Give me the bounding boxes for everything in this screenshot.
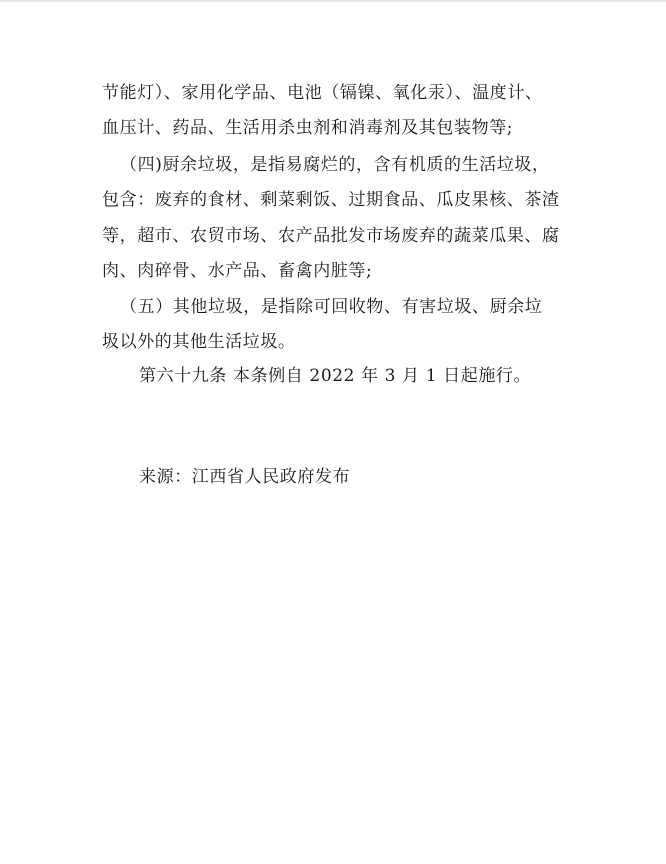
paragraph-line: 包含：废弃的食材、剩菜剩饭、过期食品、瓜皮果核、茶渣 <box>102 190 560 210</box>
paragraph-line: 等，超市、农贸市场、农产品批发市场废弃的蔬菜瓜果、腐 <box>102 226 560 246</box>
paragraph-line: 圾以外的其他生活垃圾。 <box>102 332 296 352</box>
paragraph-line: 节能灯）、家用化学品、电池（镉镍、氧化汞）、温度计、 <box>102 83 543 103</box>
paragraph-line: 肉、肉碎骨、水产品、畜禽内脏等; <box>102 261 373 281</box>
article-line: 第六十九条 本条例自 2022 年 3 月 1 日起施行。 <box>139 366 532 386</box>
paragraph-line: （四)厨余垃圾，是指易腐烂的，含有机质的生活垃圾， <box>120 155 550 175</box>
paragraph-line: 血压计、药品、生活用杀虫剂和消毒剂及其包装物等; <box>102 118 514 138</box>
paragraph-line: （五）其他垃圾，是指除可回收物、有害垃圾、厨余垃 <box>120 297 543 317</box>
source-line: 来源：江西省人民政府发布 <box>139 467 351 487</box>
